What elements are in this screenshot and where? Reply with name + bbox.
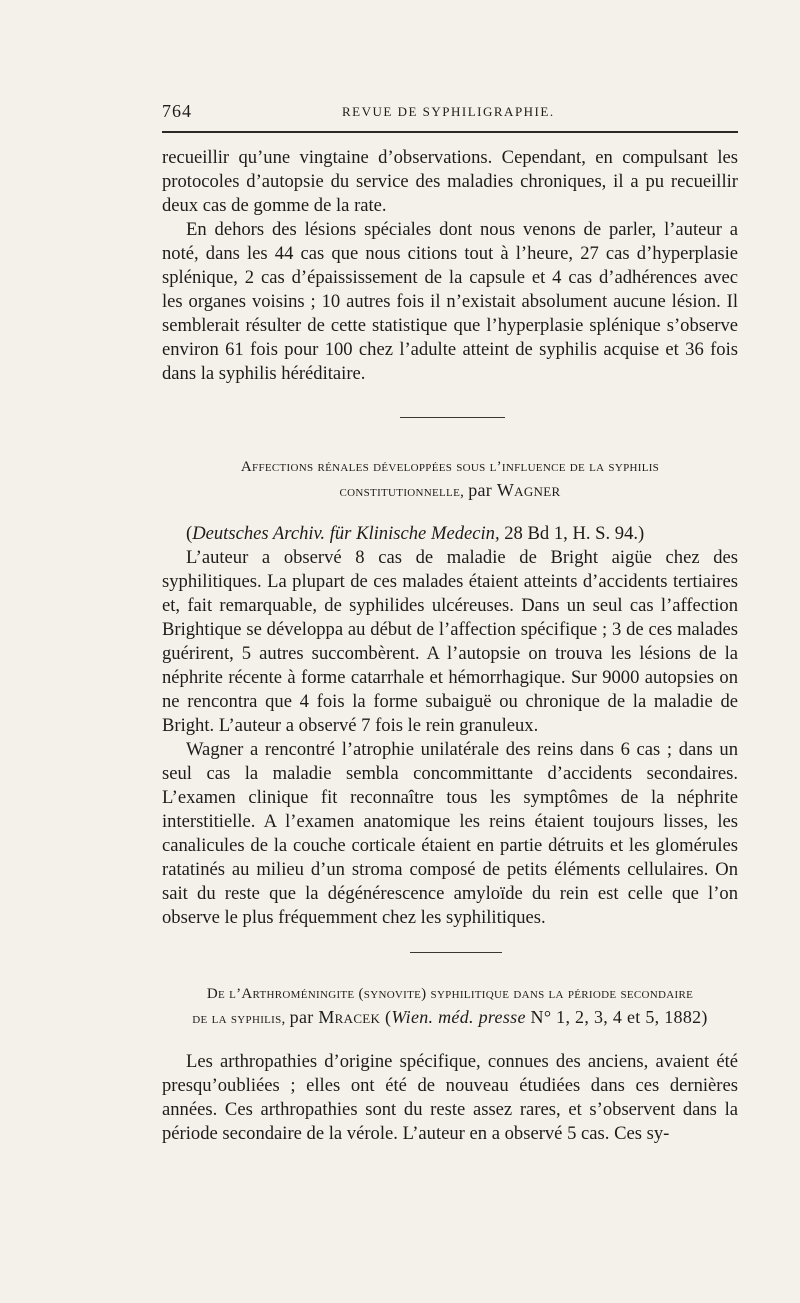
paragraph-atrophy: Wagner a rencontré l’atrophie unilatérale des reins dans 6 cas ; dans un seul cas la maladie sembla concommittante d’accidents secondaires. L’examen clinique fit reconnaître tous les symptômes de la néphrite interstitielle. A l’examen anatomique les reins étaient toujours lisses, les canalicules de la couche corticale étaient en partie détruits et les glomérules ratatinés au milieu d’un stroma composé de petits éléments cellulaires. On sait du reste que la dégénérescence amyloïde du rein est celle que l’on observe le plus fréquemment chez les syphilitiques. xyxy=(162,739,738,928)
running-head: REVUE DE SYPHILIGRAPHIE. xyxy=(342,104,555,119)
section-title-line-2: de la syphilis, par Mracek (Wien. méd. presse N° 1, 2, 3, 4 et 5, 1882) xyxy=(192,1007,708,1027)
text-block-renal xyxy=(162,522,738,930)
text-block-arthropathies xyxy=(162,1050,738,1146)
journal-title: Wien. méd. presse xyxy=(391,1007,526,1027)
author-name: Wagner xyxy=(496,480,561,500)
section-title-line-2: constitutionnelle, par Wagner xyxy=(339,480,561,500)
citation: (Deutsches Archiv. für Klinische Medecin, 28 Bd 1, H. S. 94.) xyxy=(186,523,645,544)
page-header xyxy=(162,101,746,123)
author-name: Mracek xyxy=(318,1007,381,1027)
section-separator xyxy=(400,417,505,418)
header-rule xyxy=(162,131,738,133)
section-title-renal xyxy=(162,456,738,504)
paragraph-statistics: En dehors des lésions spéciales dont nous venons de parler, l’auteur a noté, dans les 44 cas que nous citions tout à l’heure, 27 cas d’hyperplasie splénique, 2 cas d’épaississement de la capsule et 4 cas d’adhérences avec les organes voisins ; 10 autres fois il n’existait absolument aucune lésion. Il semblerait résulter de cette statistique que l’hyperplasie splénique s’observe environ 61 fois pour 100 chez l’adulte atteint de syphilis acquise et 36 fois dans la syphilis héréditaire. xyxy=(162,219,738,384)
paragraph-bright: L’auteur a observé 8 cas de maladie de Bright aigüe chez des syphilitiques. La plupart de ces malades étaient atteints d’accidents tertiaires et, fait remarquable, de syphilides ulcéreuses. Dans un seul cas l’affection Brightique se développa au début de l’affection spécifique ; 3 de ces malades guérirent, 5 autres succombèrent. A l’autopsie on trouva les lésions de la néphrite récente à forme catarrhale et hémorrhagique. Sur 9000 autopsies on ne rencontra que 4 fois la forme subaiguë ou chronique de la maladie de Bright. L’auteur a observé 7 fois le rein granuleux. xyxy=(162,547,738,736)
paragraph-continuation: recueillir qu’une vingtaine d’observations. Cependant, en compulsant les protocoles d’autopsie du service des maladies chroniques, il a pu recueillir deux cas de gomme de la rate. xyxy=(162,147,738,216)
section-separator xyxy=(410,952,502,953)
section-title-line: De l’Arthroméningite (synovite) syphilitique dans la période secondaire xyxy=(206,986,694,1002)
section-title-arthromeningite xyxy=(162,983,738,1031)
journal-title: Deutsches Archiv. für Klinische Medecin, xyxy=(192,523,500,544)
text-block-spleen xyxy=(162,146,738,386)
section-title-line: Affections rénales développées sous l’influence de la syphilis xyxy=(240,459,660,475)
paragraph-arthropathies: Les arthropathies d’origine spécifique, connues des anciens, avaient été presqu’oubliées ; elles ont été de nouveau étudiées dans ces dernières années. Ces arthropathies sont du reste assez rares, et s’observent dans la période secondaire de la vérole. L’auteur en a observé 5 cas. Ces sy- xyxy=(162,1051,738,1144)
page-number: 764 xyxy=(162,101,192,121)
